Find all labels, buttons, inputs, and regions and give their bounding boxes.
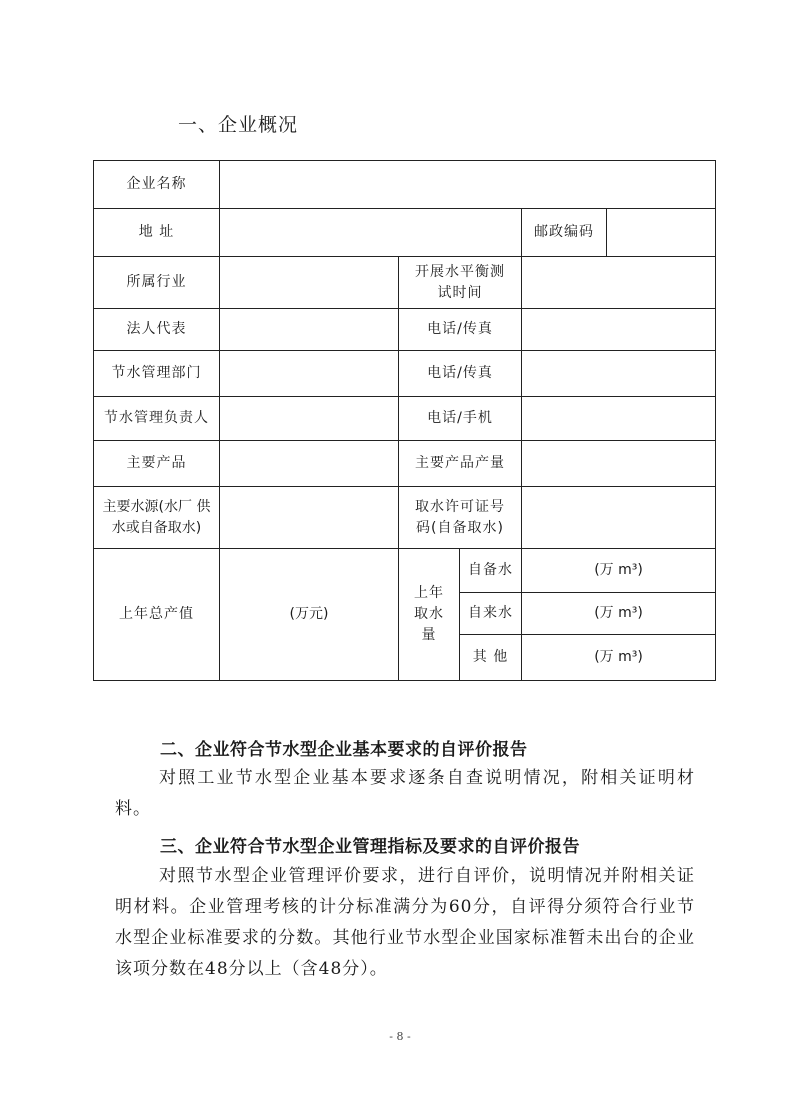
cell-postal-code-label: 邮政编码 [522,209,607,257]
cell-phone-mobile-value [522,397,716,441]
cell-permit-no-label: 取水许可证号码(自备取水) [399,487,522,549]
cell-main-products-label: 主要产品 [94,441,220,487]
table-row [94,397,716,441]
cell-manager-value [220,397,399,441]
cell-phone-fax-1-value [522,309,716,351]
table-row [94,161,716,209]
cell-industry-label: 所属行业 [94,257,220,309]
cell-self-supplied-unit: (万 m³) [522,549,716,593]
cell-dept-label: 节水管理部门 [94,351,220,397]
section-2-title: 二、企业符合节水型企业基本要求的自评价报告 [160,740,528,760]
section-3-body: 对照节水型企业管理评价要求，进行自评价，说明情况并附相关证明材料。企业管理考核的计分标准满分为60分，自评得分须符合行业节水型企业标准要求的分数。其他行业节水型企业国家标准暂未出台的企业该项分数在48分以上（含48分）。 [115,866,695,979]
cell-phone-fax-2-label: 电话/传真 [399,351,522,397]
cell-tap-water-label: 自来水 [460,593,522,635]
section-1-title: 一、企业概况 [178,114,299,136]
cell-permit-no-value [522,487,716,549]
cell-phone-fax-1-label: 电话/传真 [399,309,522,351]
section-2-body: 对照工业节水型企业基本要求逐条自查说明情况，附相关证明材料。 [115,768,695,819]
cell-other-label: 其 他 [460,635,522,681]
cell-water-intake-label: 上年取水量 [399,549,460,681]
cell-self-supplied-label: 自备水 [460,549,522,593]
cell-output-value-unit: (万元) [220,549,399,681]
cell-address-label: 地 址 [94,209,220,257]
cell-phone-mobile-label: 电话/手机 [399,397,522,441]
cell-dept-value [220,351,399,397]
table-row [94,257,716,309]
cell-main-output-label: 主要产品产量 [399,441,522,487]
cell-address-value [220,209,522,257]
cell-industry-value [220,257,399,309]
cell-legal-rep-label: 法人代表 [94,309,220,351]
table-row [94,309,716,351]
cell-main-output-value [522,441,716,487]
cell-water-source-value [220,487,399,549]
cell-phone-fax-2-value [522,351,716,397]
cell-water-source-label: 主要水源(水厂 供水或自备取水) [94,487,220,549]
cell-company-name-value [220,161,716,209]
cell-legal-rep-value [220,309,399,351]
cell-postal-code-value [607,209,716,257]
cell-company-name-label: 企业名称 [94,161,220,209]
table-row [94,209,716,257]
cell-water-balance-test-label: 开展水平衡测试时间 [399,257,522,309]
table-row [94,441,716,487]
table-row [94,487,716,549]
cell-water-balance-test-value [522,257,716,309]
section-3-title: 三、企业符合节水型企业管理指标及要求的自评价报告 [160,837,580,857]
cell-tap-water-unit: (万 m³) [522,593,716,635]
cell-output-value-label: 上年总产值 [94,549,220,681]
page-number: - 8 - [389,1030,411,1043]
cell-manager-label: 节水管理负责人 [94,397,220,441]
table-row [94,351,716,397]
cell-main-products-value [220,441,399,487]
cell-other-unit: (万 m³) [522,635,716,681]
table-row [94,549,716,593]
company-info-table [93,160,716,681]
